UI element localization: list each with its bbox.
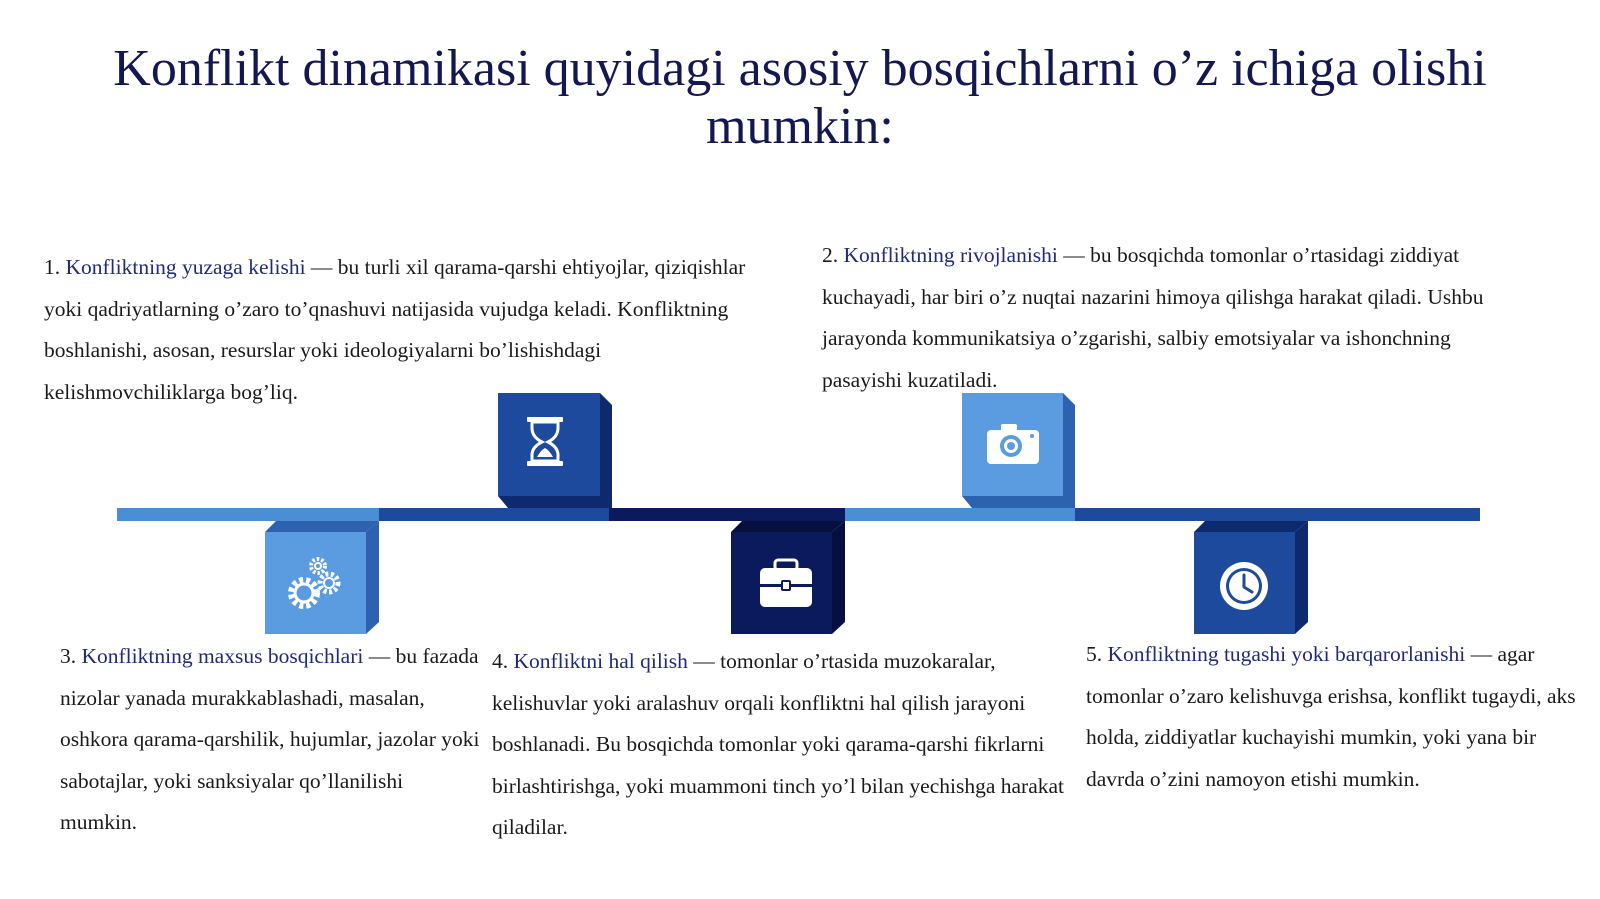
step-1-heading: Konfliktning yuzaga kelishi	[65, 255, 306, 279]
step-3-block	[265, 521, 379, 634]
page-title: Konflikt dinamikasi quyidagi asosiy bosqichlarni o’z ichiga olishi mumkin:	[113, 40, 1487, 155]
step-2-block	[962, 393, 1075, 508]
timeline-segment-5	[1075, 508, 1480, 521]
step-4-description: — tomonlar o’rtasida muzokaralar, kelishuvlar yoki aralashuv orqali konfliktni hal qilish jarayoni boshlanadi. Bu bosqichda tomonlar yoki qarama-qarshi fikrlarni birlashtirishga, yoki muammoni tinch yo’l bilan yechishga harakat qiladilar.	[492, 649, 1065, 839]
step-5-number: 5.	[1086, 642, 1103, 666]
camera-icon	[987, 424, 1039, 464]
step-4-text	[492, 641, 1082, 849]
timeline-segment-2	[379, 508, 609, 521]
step-4-number: 4.	[492, 649, 509, 673]
step-1-block	[498, 393, 612, 508]
step-3-text	[60, 636, 480, 844]
timeline-segment-3	[609, 508, 845, 521]
step-2-description: — bu bosqichda tomonlar o’rtasidagi ziddiyat kuchayadi, har biri o’z nuqtai nazarini himoya qilishga harakat qiladi. Ushbu jarayonda kommunikatsiya o’zgarishi, salbiy emotsiyalar va ishonchning pasayishi kuzatiladi.	[822, 243, 1484, 392]
step-5-block	[1194, 521, 1308, 634]
step-2-heading: Konfliktning rivojlanishi	[843, 243, 1058, 267]
step-1-number: 1.	[44, 255, 61, 279]
clock-icon	[1220, 562, 1268, 610]
step-5-description: — agar tomonlar o’zaro kelishuvga erishsa, konflikt tugaydi, aks holda, ziddiyatlar kuchayishi mumkin, yoki yana bir davrda o’zini namoyon etishi mumkin.	[1086, 642, 1576, 791]
step-1-description: — bu turli xil qarama-qarshi ehtiyojlar, qiziqishlar yoki qadriyatlarning o’zaro to’qnashuvi natijasida vujudga keladi. Konfliktning boshlanishi, asosan, resurslar yoki ideologiyalarni bo’lishishdagi kelishmovchiliklarga bog’liq.	[44, 255, 746, 404]
step-3-number: 3.	[60, 644, 77, 668]
step-4-block	[731, 521, 845, 634]
step-5-text	[1086, 634, 1576, 800]
step-4-heading: Konfliktni hal qilish	[513, 649, 688, 673]
step-2-number: 2.	[822, 243, 839, 267]
timeline-segment-4	[845, 508, 1075, 521]
step-3-description: — bu fazada nizolar yanada murakkablashadi, masalan, oshkora qarama-qarshilik, hujumlar, jazolar yoki sabotajlar, yoki sanksiyalar qo’llanilishi mumkin.	[60, 644, 480, 834]
timeline-segment-1	[117, 508, 379, 521]
step-3-heading: Konfliktning maxsus bosqichlari	[81, 644, 364, 668]
step-5-heading: Konfliktning tugashi yoki barqarorlanishi	[1107, 642, 1466, 666]
